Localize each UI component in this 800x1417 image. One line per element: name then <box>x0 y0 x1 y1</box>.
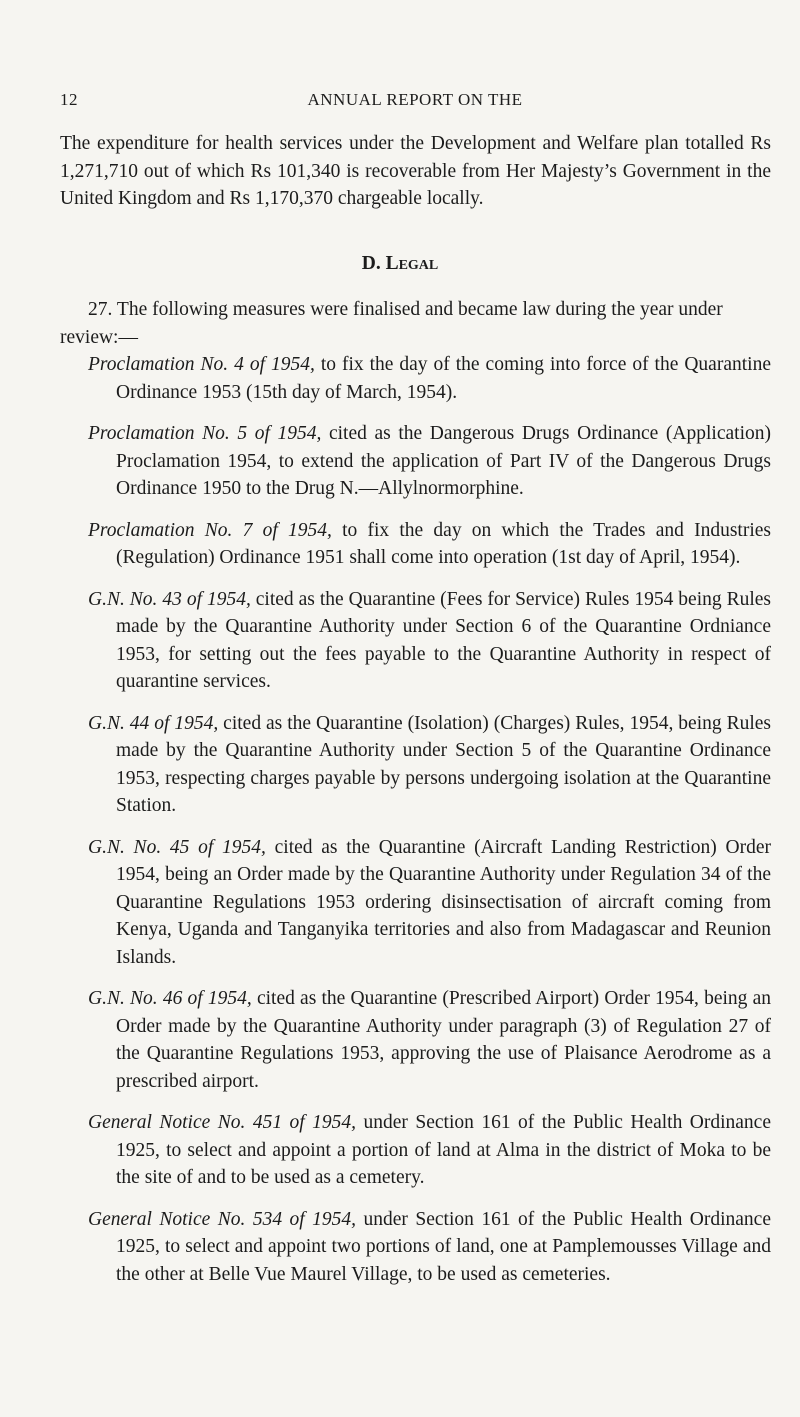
measure-text: to fix the day of the coming into force of the Quarantine Ordinance 1953 (15th day of March, 1954). <box>116 354 771 403</box>
measure-text: cited as the Dangerous Drugs Ordinance (Application) Proclamation 1954, to extend the application of Part IV of the Dangerous Drugs Ordinance 1950 to the Drug N.—Allylnormorphine. <box>116 423 771 499</box>
measure-text: cited as the Quarantine (Isolation) (Charges) Rules, 1954, being Rules made by the Quarantine Authority under Section 5 of the Quarantine Ordinance 1953, respecting charges payable by persons undergoing isolation at the Quarantine Station. <box>116 712 771 816</box>
measure-item <box>88 710 771 820</box>
measure-reference: G.N. 44 of 1954, <box>88 712 219 734</box>
measure-text: under Section 161 of the Public Health Ordinance 1925, to select and appoint two portions of land, one at Pamplemousses Village and the other at Belle Vue Maurel Village, to be used as cemeteries. <box>116 1208 771 1285</box>
measures-list <box>60 351 771 1302</box>
measure-text: cited as the Quarantine (Fees for Service) Rules 1954 being Rules made by the Quarantine Authority under Section 6 of the Quarantine Ordniance 1953, for setting out the fees payable to the Quarantine Authority in respect of quarantine services. <box>116 588 771 692</box>
measure-item <box>88 1109 771 1192</box>
measure-reference: G.N. No. 43 of 1954, <box>88 588 251 610</box>
measure-text: cited as the Quarantine (Prescribed Airport) Order 1954, being an Order made by the Quarantine Authority under paragraph (3) of Regulation 27 of the Quarantine Regulations 1953, approving the use of Plaisance Aerodrome as a prescribed airport. <box>116 988 771 1092</box>
paragraph-number: 27. <box>88 299 113 320</box>
measure-reference: General Notice No. 534 of 1954, <box>88 1208 357 1230</box>
measure-reference: Proclamation No. 5 of 1954, <box>88 423 322 444</box>
page-number: 12 <box>60 90 78 109</box>
measure-reference: G.N. No. 46 of 1954, <box>88 988 252 1009</box>
measure-text: cited as the Quarantine (Aircraft Landing Restriction) Order 1954, being an Order made by the Quarantine Authority under Regulation 34 of the Quarantine Regulations 1953 ordering disinsectisation of aircraft coming from Kenya, Uganda and Tanganyika territories and also from Madagascar and Reunion Islands. <box>116 836 771 968</box>
measure-item <box>88 1206 771 1289</box>
paragraph-text: The following measures were finalised and became law during the year under review:— <box>60 299 723 348</box>
measure-item <box>88 420 771 503</box>
measure-text: under Section 161 of the Public Health Ordinance 1925, to select and appoint a portion of land at Alma in the district of Moka to be the site of and to be used as a cemetery. <box>116 1112 771 1188</box>
measure-item <box>88 351 771 406</box>
measure-item <box>88 985 771 1095</box>
running-title: ANNUAL REPORT ON THE <box>307 90 523 109</box>
paragraph-27 <box>60 296 771 351</box>
measure-reference: G.N. No. 45 of 1954, <box>88 836 266 858</box>
intro-paragraph: The expenditure for health services under the Development and Welfare plan totalled Rs 1,271,710 out of which Rs 101,340 is recoverable from Her Majesty’s Government in the United Kingdom and Rs 1,170,370 chargeable locally. <box>60 133 771 209</box>
measure-item <box>88 586 771 696</box>
running-header <box>60 90 770 116</box>
measure-item <box>88 834 771 972</box>
measure-reference: General Notice No. 451 of 1954, <box>88 1112 357 1133</box>
section-heading: D. Legal <box>361 253 439 274</box>
measure-reference: Proclamation No. 4 of 1954, <box>88 354 315 375</box>
measure-reference: Proclamation No. 7 of 1954, <box>88 519 332 541</box>
measure-item <box>88 517 771 572</box>
measure-text: to fix the day on which the Trades and Industries (Regulation) Ordinance 1951 shall come into operation (1st day of April, 1954). <box>116 519 771 568</box>
